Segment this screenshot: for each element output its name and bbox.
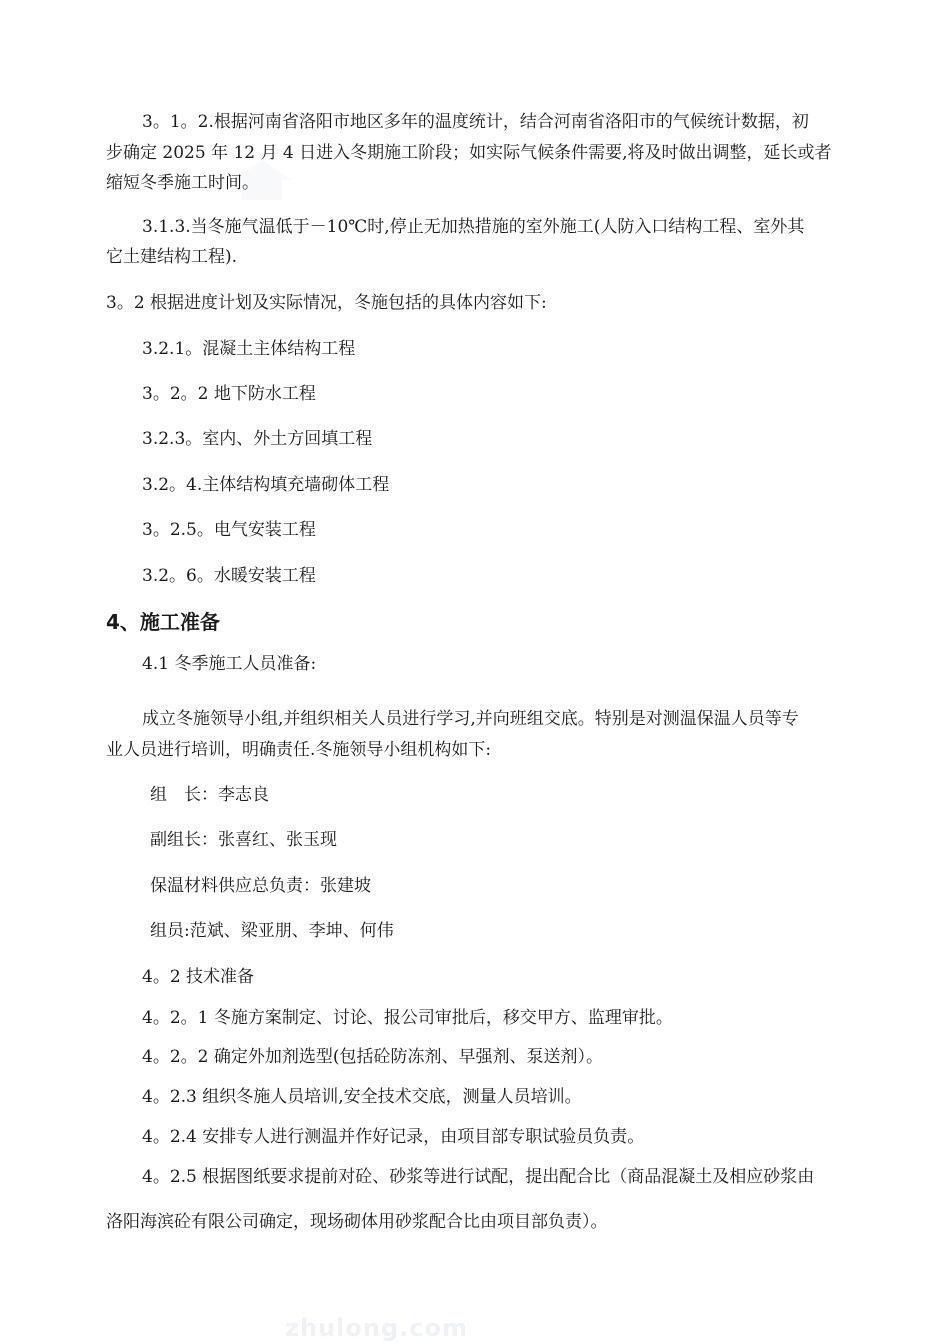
paragraph-team-intro-line-1: 成立冬施领导小组,并组织相关人员进行学习,并向班组交底。特别是对测温保温人员等专	[142, 709, 799, 729]
team-leader: 组 长：李志良	[150, 785, 269, 805]
paragraph-3-1-3-line-1: 3.1.3.当冬施气温低于－10℃时,停止无加热措施的室外施工(人防入口结构工程、室外其	[142, 217, 805, 237]
section-heading: 4、施工准备	[106, 610, 220, 634]
paragraph-3-1-3-line-2: 它土建结构工程).	[106, 247, 238, 267]
team-deputy-leader: 副组长：张喜红、张玉现	[150, 830, 337, 850]
paragraph-4-1: 4.1 冬季施工人员准备:	[142, 654, 317, 674]
list-item-3-2-3: 3.2.3。室内、外土方回填工程	[142, 429, 373, 449]
watermark-text: zhulong.com	[285, 1314, 468, 1342]
list-item-4-2-5-line-1: 4。2.5 根据图纸要求提前对砼、砂浆等进行试配，提出配合比（商品混凝土及相应砂浆由	[142, 1167, 815, 1187]
list-item-3-2-6: 3.2。6。水暖安装工程	[142, 566, 316, 586]
list-item-3-2-2: 3。2。2 地下防水工程	[142, 384, 316, 404]
list-item-4-2-5-line-2: 洛阳海滨砼有限公司确定，现场砌体用砂浆配合比由项目部负责）。	[106, 1212, 608, 1232]
list-item-3-2-4: 3.2。4.主体结构填充墙砌体工程	[142, 475, 390, 495]
list-item-4-2-2: 4。2。2 确定外加剂选型(包括砼防冻剂、早强剂、泵送剂）。	[142, 1047, 603, 1067]
paragraph-team-intro-line-2: 业人员进行培训，明确责任.冬施领导小组机构如下:	[106, 740, 492, 760]
list-item-3-2-1: 3.2.1。混凝土主体结构工程	[142, 339, 356, 359]
list-item-4-2-4: 4。2.4 安排专人进行测温并作好记录，由项目部专职试验员负责。	[142, 1127, 645, 1147]
team-members: 组员:范斌、梁亚朋、李坤、何伟	[150, 921, 394, 941]
list-item-3-2-5: 3。2.5。电气安装工程	[142, 520, 316, 540]
paragraph-4-2: 4。2 技术准备	[142, 967, 255, 987]
list-item-4-2-1: 4。2。1 冬施方案制定、讨论、报公司审批后，移交甲方、监理审批。	[142, 1008, 673, 1028]
paragraph-3-1-2-line-1: 3。1。2.根据河南省洛阳市地区多年的温度统计，结合河南省洛阳市的气候统计数据，初	[142, 112, 809, 132]
team-materials-lead: 保温材料供应总负责：张建坡	[150, 876, 371, 896]
paragraph-3-1-2-line-2: 步确定 2025 年 12 月 4 日进入冬期施工阶段；如实际气候条件需要,将及时做出调整，延长或者	[106, 143, 832, 163]
paragraph-3-2: 3。2 根据进度计划及实际情况，冬施包括的具体内容如下:	[106, 293, 547, 313]
paragraph-3-1-2-line-3: 缩短冬季施工时间。	[106, 173, 259, 193]
list-item-4-2-3: 4。2.3 组织冬施人员培训,安全技术交底，测量人员培训。	[142, 1087, 582, 1107]
